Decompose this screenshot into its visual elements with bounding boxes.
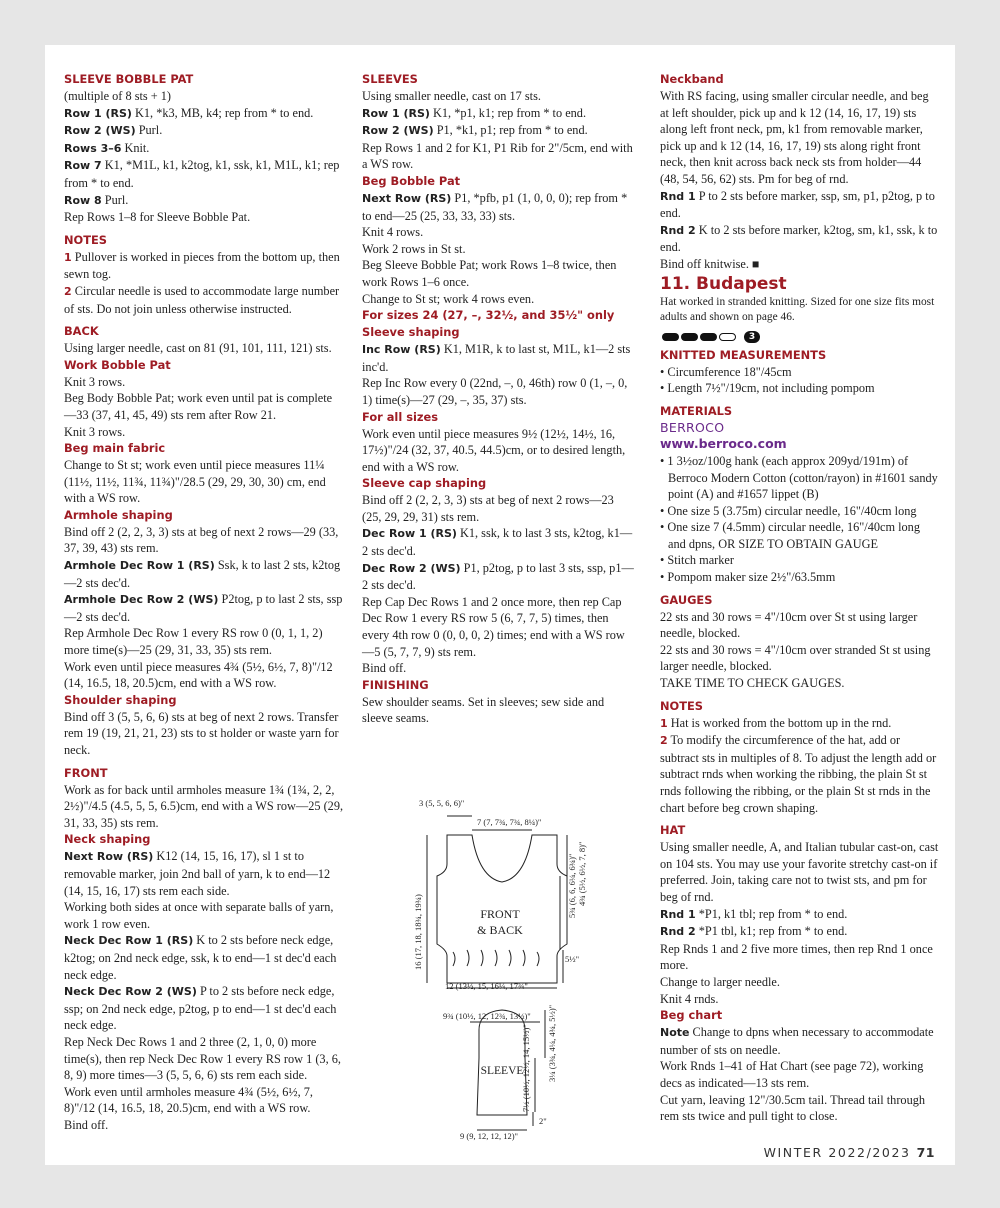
text: K to 2 sts before neck edge, k2tog; on 2nd neck edge, ssk, k to end—1 st dec'd each neck edge. xyxy=(64,933,337,982)
text: With RS facing, using smaller circular needle, and beg at left shoulder, pick up and k 12 (14, 16, 17, 19) sts along left front neck, pm, k1 from removable marker, pick up and k 12 (14, 16, 17, 19) sts along right front neck, then knit across back neck sts from holder—44 (48, 54, 56, 62) sts. Pm for beg of rnd. xyxy=(660,89,929,186)
list-item: • One size 7 (4.5mm) circular needle, 16"/40cm long and dpns, OR SIZE TO OBTAIN GAUGE xyxy=(660,520,920,551)
heading-sleeve-cap-shaping: Sleeve cap shaping xyxy=(362,476,487,491)
list-item: • Circumference 18"/45cm xyxy=(660,364,792,379)
label-sleeve-length: 7½ (10½, 12½, 14, 15½)" xyxy=(521,1024,531,1112)
heading-materials: MATERIALS xyxy=(660,403,733,418)
note-item xyxy=(660,715,940,733)
heading-notes: NOTES xyxy=(64,232,107,247)
garment-schematic xyxy=(405,790,605,1150)
text: Work even until armholes measure 4¾ (5½, 6½, 7, 8)"/12 (14, 16.5, 18, 20.5)cm, end with a WS row. xyxy=(64,1084,313,1116)
text: K1, *k3, MB, k4; rep from * to end. xyxy=(131,105,314,120)
text: Beg Body Bobble Pat; work even until pat is complete—33 (37, 41, 45, 49) sts rem after Row 21. xyxy=(64,391,333,422)
row-instruction xyxy=(64,848,344,899)
text: Rep Neck Dec Rows 1 and 2 three (2, 1, 0, 0) more time(s), then rep Neck Dec Row 1 every RS row 1 (3, 6, 8, 9) more times—3 (5, 5, 6, 6) sts rem each side. xyxy=(64,1034,341,1083)
heading-sleeves: SLEEVES xyxy=(362,72,418,86)
row-instruction xyxy=(362,105,634,123)
column-1 xyxy=(64,71,344,1133)
list-item: • Stitch marker xyxy=(660,553,734,568)
label: Row 1 (RS) xyxy=(64,106,132,120)
label: Armhole Dec Row 1 (RS) xyxy=(64,559,215,573)
text: Sew shoulder seams. Set in sleeves; sew side and sleeve seams. xyxy=(362,694,605,726)
text: To modify the circumference of the hat, add or subtract sts in multiples of 8. To adjust the length add or subtract rnds when working the ribbing, the plain St st rnds following the ribbing, or the plain St st rnds in the chart before beg crown shaping. xyxy=(660,733,937,815)
label: Row 2 (WS) xyxy=(64,124,136,138)
label-top-width: 3 (5, 5, 6, 6)" xyxy=(419,798,465,808)
bobble-pattern xyxy=(453,950,539,966)
text: Purl. xyxy=(101,192,129,207)
heading-beg-chart: Beg chart xyxy=(660,1008,723,1023)
label: Row 1 (RS) xyxy=(362,106,430,120)
label-front-back-2: & BACK xyxy=(477,923,523,937)
text: Rep Armhole Dec Row 1 every RS row 0 (0, 1, 1, 2) more time(s)—25 (29, 31, 33, 35) sts rem. xyxy=(64,626,323,658)
issue-label: WINTER 2022/2023 xyxy=(763,1145,911,1160)
text: Using larger needle, cast on 81 (91, 101, 111, 121) sts. xyxy=(64,341,332,356)
label-sleeve-top: 9¾ (10½, 12, 12¾, 13½)" xyxy=(443,1011,531,1021)
text: K1, M1R, k to last st, M1L, k1—2 sts inc'd. xyxy=(362,342,631,374)
page-footer xyxy=(764,1145,935,1160)
label-hem-height: 5½" xyxy=(565,954,580,964)
text: P1, p2tog, p to last 3 sts, ssp, p1—2 sts dec'd. xyxy=(362,560,634,593)
text: Beg Sleeve Bobble Pat; work Rows 1–8 twice, then work Rows 1–6 once. xyxy=(362,258,617,289)
label-cuff: 2" xyxy=(539,1116,547,1126)
row-instruction xyxy=(64,192,344,210)
text: Circular needle is used to accommodate large number of sts. Do not join unless otherwise instructed. xyxy=(64,283,340,316)
list-item: • 1 3½oz/100g hank (each approx 209yd/191m) of Berroco Modern Cotton (cotton/rayon) in #1601 sandy point (A) and #1657 lippet (B) xyxy=(660,453,938,502)
note-number: 2 xyxy=(660,734,668,748)
heading-beg-main-fabric: Beg main fabric xyxy=(64,441,166,456)
label-sleeve-bottom: 9 (9, 12, 12, 12)" xyxy=(460,1131,519,1141)
label: Inc Row (RS) xyxy=(362,343,441,357)
magazine-page xyxy=(45,45,955,1165)
text: P to 2 sts before neck edge, ssp; on 2nd neck edge, p2tog, p to end—1 st dec'd each neck edge. xyxy=(64,984,337,1033)
heading-all-sizes: For all sizes xyxy=(362,409,439,424)
heading-shoulder-shaping: Shoulder shaping xyxy=(64,692,177,707)
text: Bind off knitwise. ■ xyxy=(660,256,760,271)
heading-front: FRONT xyxy=(64,765,108,780)
text: Work as for back until armholes measure 1¾ (1¾, 2, 2, 2½)"/4.5 (4.5, 5, 5, 6.5)cm, end with a WS row—25 (29, 31, 33, 35) sts rem. xyxy=(64,782,344,830)
list-item: • Length 7½"/19cm, not including pompom xyxy=(660,381,875,396)
text: Bind off. xyxy=(64,1117,109,1132)
skill-bar-filled xyxy=(681,333,698,341)
text: Work Rnds 1–41 of Hat Chart (see page 72), working decs as indicated—13 sts rem. xyxy=(660,1059,924,1090)
sleeve-outline xyxy=(477,1010,527,1115)
heading-neckband: Neckband xyxy=(660,72,724,86)
heading-finishing: FINISHING xyxy=(362,677,429,692)
text: Pullover is worked in pieces from the bottom up, then sewn tog. xyxy=(64,249,340,282)
list-item: • One size 5 (3.75m) circular needle, 16"/40cm long xyxy=(660,503,917,518)
label: Dec Row 1 (RS) xyxy=(362,527,457,541)
text: Knit 3 rows. xyxy=(64,424,126,439)
row-instruction xyxy=(64,157,344,191)
heading-beg-bobble-pat: Beg Bobble Pat xyxy=(362,173,461,188)
text: 22 sts and 30 rows = 4"/10cm over stranded St st using larger needle, blocked. xyxy=(660,642,931,674)
skill-bar-filled xyxy=(700,333,717,341)
note-item xyxy=(64,249,344,283)
text: Working both sides at once with separate balls of yarn, work 1 row even. xyxy=(64,900,334,931)
text: K1, *p1, k1; rep from * to end. xyxy=(429,105,587,120)
label: Next Row (RS) xyxy=(64,850,154,864)
brand-url[interactable]: www.berroco.com xyxy=(660,436,787,452)
text: Purl. xyxy=(135,123,163,138)
text: Bind off 2 (2, 2, 3, 3) sts at beg of next 2 rows—23 (25, 29, 29, 31) sts rem. xyxy=(362,493,614,524)
heading-sizes-24: For sizes 24 (27, –, 32½, and 35½" only xyxy=(362,308,615,323)
skill-bar-filled xyxy=(662,333,679,341)
label: Rnd 1 xyxy=(660,907,696,921)
note-item xyxy=(64,283,344,317)
text: (multiple of 8 sts + 1) xyxy=(64,89,172,103)
label: Rows 3–6 xyxy=(64,141,122,155)
heading-gauges: GAUGES xyxy=(660,592,713,607)
label: Rnd 2 xyxy=(660,925,696,939)
text: Rep Cap Dec Rows 1 and 2 once more, then rep Cap Dec Row 1 every RS row 5 (6, 7, 7, 5) times, then every 4th row 0 (0, 0, 0, 2) times; end with a WS row—5 (5, 7, 7, 9) sts rem. xyxy=(362,594,625,659)
text: Change to St st; work 4 rows even. xyxy=(362,291,535,306)
label: Armhole Dec Row 2 (WS) xyxy=(64,593,219,607)
brand-name: BERROCO xyxy=(660,419,725,435)
text: Knit. xyxy=(121,140,150,155)
skill-bar-empty xyxy=(719,333,736,341)
heading-sleeve-bobble-pat: SLEEVE BOBBLE PAT xyxy=(64,72,194,86)
pattern-description: Hat worked in stranded knitting. Sized for one size fits most adults and shown on page 46. xyxy=(660,295,935,324)
label-sleeve: SLEEVE xyxy=(480,1065,524,1077)
label-body-width: 12 (13½, 15, 16¼, 17¾" xyxy=(445,981,528,991)
text: Rep Rows 1 and 2 for K1, P1 Rib for 2"/5cm, end with a WS row. xyxy=(362,140,633,172)
row-instruction xyxy=(660,222,940,256)
text: Using smaller needle, A, and Italian tubular cast-on, cast on 104 sts. You may use your favorite stretchy cast-on if preferred. Join, taking care not to twist sts, and pm for beg of rnd. xyxy=(660,840,939,904)
text: P1, *k1, p1; rep from * to end. xyxy=(433,123,588,138)
heading-sleeve-shaping: Sleeve shaping xyxy=(362,325,460,340)
text: Work even until piece measures 9½ (12½, 14½, 16, 17½)"/24 (32, 37, 40.5, 44.5)cm, or to desired length, end with a WS row. xyxy=(362,426,626,474)
row-instruction xyxy=(362,560,634,594)
text: Hat is worked from the bottom up in the rnd. xyxy=(667,715,892,730)
text: TAKE TIME TO CHECK GAUGES. xyxy=(660,676,845,691)
column-3 xyxy=(660,71,940,1125)
text: K1, ssk, k to last 3 sts, k2tog, k1—2 sts dec'd. xyxy=(362,526,633,559)
row-instruction xyxy=(64,557,344,591)
text: P2tog, p to last 2 sts, ssp—2 sts dec'd. xyxy=(64,592,343,624)
heading-knitted-measurements: KNITTED MEASUREMENTS xyxy=(660,347,827,362)
row-instruction xyxy=(64,983,344,1034)
skill-level-badge: 3 xyxy=(744,331,760,343)
text: Bind off 2 (2, 2, 3, 3) sts at beg of next 2 rows—29 (33, 37, 39, 43) sts rem. xyxy=(64,524,339,556)
label: Row 2 (WS) xyxy=(362,124,434,138)
label-neck-depth: 5¾ (6, 6, 6¼, 6¾)" xyxy=(567,853,577,918)
row-instruction xyxy=(64,122,344,140)
label: Row 8 xyxy=(64,193,102,207)
text: Change to larger needle. xyxy=(660,974,780,989)
note-number: 2 xyxy=(64,284,72,298)
text: Work even until piece measures 4¾ (5½, 6½, 7, 8)"/12 (14, 16.5, 18, 20.5)cm, end with a WS row. xyxy=(64,659,333,691)
text: Change to St st; work even until piece measures 11¼ (11½, 11½, 11¾, 11¾)"/28.5 (29, 29, 30, 30) cm, end with a WS row. xyxy=(64,458,326,506)
text: Bind off 3 (5, 5, 6, 6) sts at beg of next 2 rows. Transfer rem 19 (19, 21, 21, 23) sts to st holder or waste yarn for neck. xyxy=(64,709,339,757)
text: Cut yarn, leaving 12"/30.5cm tail. Thread tail through rem sts twice and pull tight to close. xyxy=(660,1092,926,1124)
pattern-title: 11. Budapest xyxy=(660,273,787,294)
text: Knit 3 rows. xyxy=(64,374,126,389)
text: *P1, k1 tbl; rep from * to end. xyxy=(695,906,848,921)
heading-hat: HAT xyxy=(660,823,686,838)
label-armhole-depth: 4¾ (5½, 6½, 7, 8)" xyxy=(577,841,587,906)
note-number: 1 xyxy=(660,716,668,730)
label: Neck Dec Row 2 (WS) xyxy=(64,985,197,999)
label: Dec Row 2 (WS) xyxy=(362,561,461,575)
note-instruction xyxy=(660,1024,940,1058)
row-instruction xyxy=(64,105,344,123)
row-instruction xyxy=(64,140,344,158)
label-sleeve-cap: 3¼ (3¾, 4¼, 4¾, 5½)" xyxy=(547,1004,557,1082)
heading-work-bobble-pat: Work Bobble Pat xyxy=(64,357,171,372)
text: K1, *M1L, k1, k2tog, k1, ssk, k1, M1L, k1; rep from * to end. xyxy=(64,158,340,190)
text: Knit 4 rows. xyxy=(362,225,424,240)
text: K12 (14, 15, 16, 17), sl 1 st to removable marker, join 2nd ball of yarn, k to end—12 (14, 15, 16, 17) sts rem each side. xyxy=(64,849,331,898)
row-instruction xyxy=(64,932,344,983)
text: Rep Inc Row every 0 (22nd, –, 0, 46th) row 0 (1, –, 0, 1) time(s)—27 (29, –, 35, 37) sts. xyxy=(362,376,628,407)
text: Rep Rows 1–8 for Sleeve Bobble Pat. xyxy=(64,210,251,225)
label: Note xyxy=(660,1026,690,1040)
text: Bind off. xyxy=(362,661,407,676)
note-item xyxy=(660,732,940,816)
label: Next Row (RS) xyxy=(362,191,452,205)
label: Rnd 2 xyxy=(660,223,696,237)
heading-notes-hat: NOTES xyxy=(660,698,703,713)
list-item: • Pompom maker size 2½"/63.5mm xyxy=(660,570,836,585)
row-instruction xyxy=(660,923,940,941)
heading-neck-shaping: Neck shaping xyxy=(64,832,151,847)
row-instruction xyxy=(362,341,634,375)
page-number: 71 xyxy=(916,1145,935,1160)
text: Change to dpns when necessary to accommodate number of sts on needle. xyxy=(660,1025,934,1057)
row-instruction xyxy=(64,591,344,625)
text: Work 2 rows in St st. xyxy=(362,241,466,256)
row-instruction xyxy=(362,122,634,140)
label: Rnd 1 xyxy=(660,189,696,203)
label: Row 7 xyxy=(64,159,102,173)
label-neck-width: 7 (7, 7¾, 7¾, 8¼)" xyxy=(477,817,542,827)
text: Knit 4 rnds. xyxy=(660,991,719,1006)
text: 22 sts and 30 rows = 4"/10cm over St st using larger needle, blocked. xyxy=(660,609,918,641)
label: Neck Dec Row 1 (RS) xyxy=(64,934,194,948)
row-instruction xyxy=(362,190,634,224)
row-instruction xyxy=(660,906,940,924)
text: P1, *pfb, p1 (1, 0, 0, 0); rep from * to end—25 (25, 33, 33, 33) sts. xyxy=(362,190,628,223)
label-front-back-1: FRONT xyxy=(480,907,520,921)
skill-level-indicator xyxy=(662,328,940,346)
column-2 xyxy=(362,71,634,727)
text: Rep Rnds 1 and 2 five more times, then rep Rnd 1 once more. xyxy=(660,941,933,973)
label-body-height: 16 (17, 18, 18¾, 19¾) xyxy=(413,894,423,970)
text: P to 2 sts before marker, ssp, sm, p1, p2tog, p to end. xyxy=(660,188,935,221)
text: K to 2 sts before marker, k2tog, sm, k1, ssk, k to end. xyxy=(660,222,938,255)
row-instruction xyxy=(362,525,634,559)
text: Ssk, k to last 2 sts, k2tog—2 sts dec'd. xyxy=(64,558,341,590)
row-instruction xyxy=(660,188,940,222)
text: Using smaller needle, cast on 17 sts. xyxy=(362,89,541,103)
text: *P1 tbl, k1; rep from * to end. xyxy=(695,924,848,939)
heading-back: BACK xyxy=(64,324,99,339)
heading-armhole-shaping: Armhole shaping xyxy=(64,507,173,522)
note-number: 1 xyxy=(64,250,72,264)
